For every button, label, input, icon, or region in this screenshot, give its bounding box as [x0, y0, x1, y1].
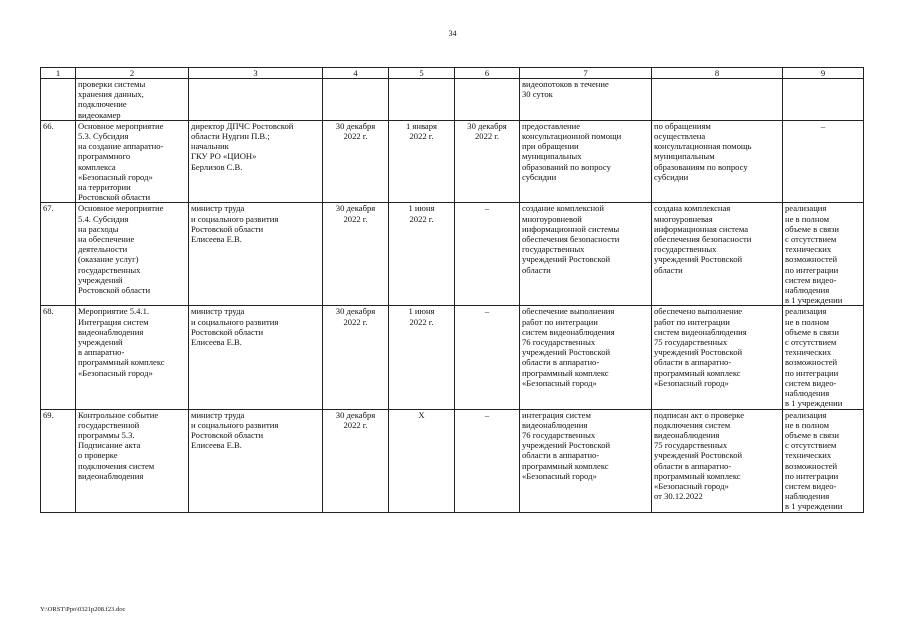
- column-number: 1: [41, 68, 76, 79]
- table-row: [41, 79, 864, 121]
- column-number: 7: [520, 68, 652, 79]
- actual-result: подписан акт о проверке подключения систем видеонаблюдения 75 государственных учреждений Ростовской области в аппаратно- программный комплекс «Безопасный город» от 30.12.2022: [652, 409, 783, 512]
- actual-result: обеспечено выполнение работ по интеграции систем видеонаблюдения 75 государственных учреждений Ростовской области в аппаратно- программный комплекс «Безопасный город»: [652, 306, 783, 409]
- actual-start-date: 1 июня 2022 г.: [389, 306, 455, 409]
- responsible-person: [189, 79, 323, 121]
- table-row: [41, 409, 864, 512]
- actual-end-date: 30 декабря 2022 г.: [455, 120, 520, 203]
- activity-name: Мероприятие 5.4.1. Интеграция систем видеонаблюдения учреждений в аппаратно- программный комплекс «Безопасный город»: [76, 306, 189, 409]
- table-row: [41, 306, 864, 409]
- file-path-footer: Y:\ORST\Ppo\0321p208.f23.doc: [40, 606, 126, 613]
- report-table: [40, 67, 864, 513]
- actual-end-date: –: [455, 409, 520, 512]
- actual-start-date: 1 июня 2022 г.: [389, 203, 455, 306]
- problems-text: реализация не в полном объеме в связи с отсутствием технических возможностей по интеграции систем видео- наблюдения в 1 учреждении: [783, 409, 864, 512]
- expected-result: создание комплексной многоуровневой информационной системы обеспечения безопасности государственных учреждений Ростовской области: [520, 203, 652, 306]
- table-row: [41, 120, 864, 203]
- activity-name: проверки системы хранения данных, подключение видеокамер: [76, 79, 189, 121]
- responsible-person: министр труда и социального развития Ростовской области Елисеева Е.В.: [189, 306, 323, 409]
- problems-text: –: [783, 120, 864, 203]
- page-number: 34: [448, 29, 457, 38]
- actual-end-date: –: [455, 306, 520, 409]
- responsible-person: министр труда и социального развития Ростовской области Елисеева Е.В.: [189, 409, 323, 512]
- row-number: 68.: [41, 306, 76, 409]
- row-number: 67.: [41, 203, 76, 306]
- problems-text: [783, 79, 864, 121]
- actual-result: по обращениям осуществлена консультационная помощь муниципальным образованиям по вопросу субсидии: [652, 120, 783, 203]
- planned-date: [323, 79, 389, 121]
- expected-result: видеопотоков в течение 30 суток: [520, 79, 652, 121]
- problems-text: реализация не в полном объеме в связи с отсутствием технических возможностей по интеграции систем видео- наблюдения в 1 учреждении: [783, 203, 864, 306]
- column-number: 9: [783, 68, 864, 79]
- column-number: 2: [76, 68, 189, 79]
- row-number: 66.: [41, 120, 76, 203]
- expected-result: предоставление консультационной помощи при обращении муниципальных образований по вопросу субсидии: [520, 120, 652, 203]
- problems-text: реализация не в полном объеме в связи с отсутствием технических возможностей по интеграции систем видео- наблюдения в 1 учреждении: [783, 306, 864, 409]
- actual-start-date: [389, 79, 455, 121]
- actual-start-date: X: [389, 409, 455, 512]
- column-number-row: [41, 68, 864, 79]
- expected-result: обеспечение выполнения работ по интеграции систем видеонаблюдения 76 государственных учреждений Ростовской области в аппаратно- программный комплекс «Безопасный город»: [520, 306, 652, 409]
- column-number: 5: [389, 68, 455, 79]
- column-number: 8: [652, 68, 783, 79]
- responsible-person: министр труда и социального развития Ростовской области Елисеева Е.В.: [189, 203, 323, 306]
- activity-name: Основное мероприятие 5.4. Субсидия на расходы на обеспечение деятельности (оказание услуг) государственных учреждений Ростовской области: [76, 203, 189, 306]
- actual-start-date: 1 января 2022 г.: [389, 120, 455, 203]
- planned-date: 30 декабря 2022 г.: [323, 120, 389, 203]
- actual-result: [652, 79, 783, 121]
- row-number: 69.: [41, 409, 76, 512]
- planned-date: 30 декабря 2022 г.: [323, 306, 389, 409]
- activity-name: Контрольное событие государственной программы 5.3. Подписание акта о проверке подключения систем видеонаблюдения: [76, 409, 189, 512]
- column-number: 6: [455, 68, 520, 79]
- planned-date: 30 декабря 2022 г.: [323, 203, 389, 306]
- responsible-person: директор ДПЧС Ростовской области Нудгин П.В.; начальник ГКУ РО «ЦИОН» Берлизов С.В.: [189, 120, 323, 203]
- actual-end-date: –: [455, 203, 520, 306]
- actual-end-date: [455, 79, 520, 121]
- planned-date: 30 декабря 2022 г.: [323, 409, 389, 512]
- row-number: [41, 79, 76, 121]
- expected-result: интеграция систем видеонаблюдения 76 государственных учреждений Ростовской области в аппаратно- программный комплекс «Безопасный город»: [520, 409, 652, 512]
- column-number: 3: [189, 68, 323, 79]
- activity-name: Основное мероприятие 5.3. Субсидия на создание аппаратно- программного комплекса «Безопасный город» на территории Ростовской области: [76, 120, 189, 203]
- column-number: 4: [323, 68, 389, 79]
- actual-result: создана комплексная многоуровневая информационная система обеспечения безопасности государственных учреждений Ростовской области: [652, 203, 783, 306]
- table-row: [41, 203, 864, 306]
